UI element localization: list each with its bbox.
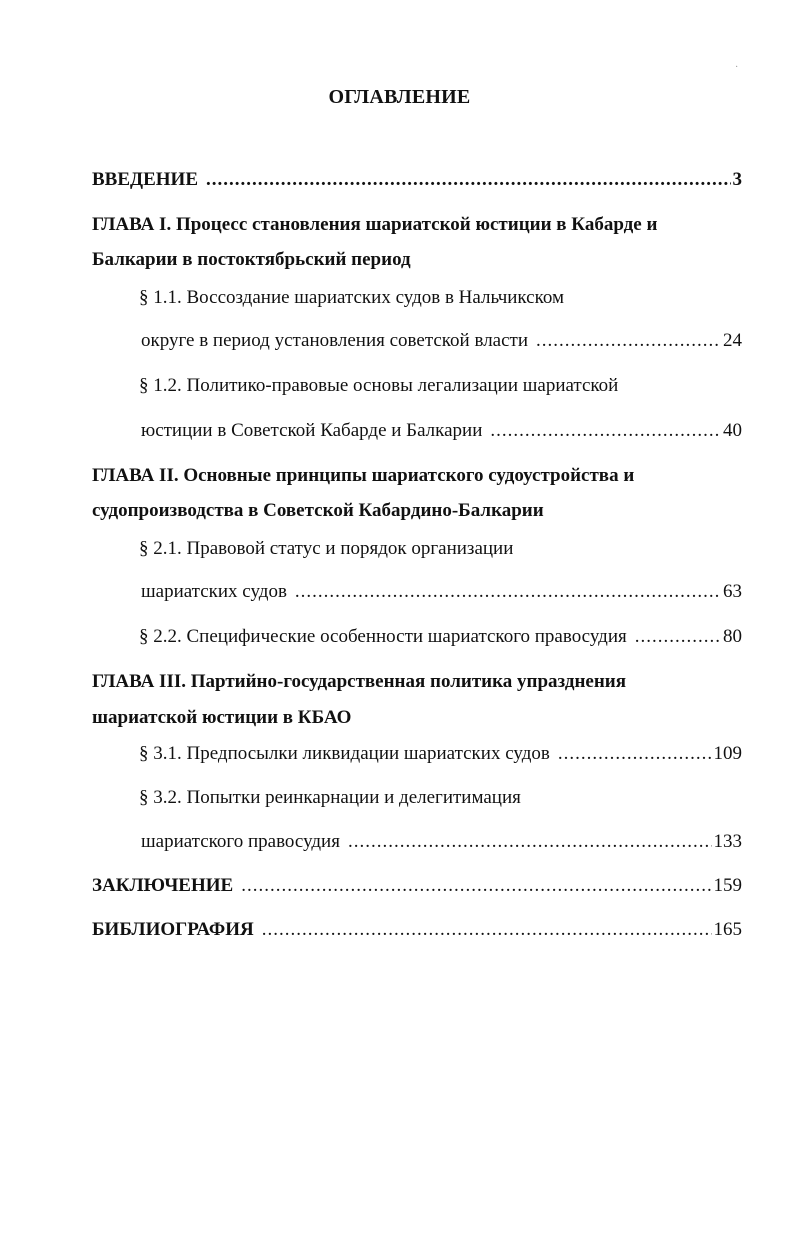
toc-page-number: 40 xyxy=(723,420,742,441)
toc-page-number: 133 xyxy=(713,831,742,852)
toc-entry-label: § 3.1. Предпосылки ликвидации шариатских судов xyxy=(139,743,550,764)
toc-entry-label: юстиции в Советской Кабарде и Балкарии xyxy=(141,420,483,441)
toc-entry-section-2-2[interactable] xyxy=(139,625,742,649)
section-1-1-line-1[interactable]: § 1.1. Воссоздание шариатских судов в Нальчикском xyxy=(139,287,565,308)
toc-entry-intro[interactable] xyxy=(92,168,742,192)
toc-entry-label: шариатского правосудия xyxy=(141,831,340,852)
toc-page-number: 3 xyxy=(732,169,742,190)
toc-entry-conclusion[interactable] xyxy=(92,874,742,898)
toc-entry-bibliography[interactable] xyxy=(92,918,742,942)
chapter-1-title-line-2[interactable]: Балкарии в постоктябрьский период xyxy=(92,249,411,270)
dot-leader xyxy=(241,874,711,898)
section-2-1-line-1[interactable]: § 2.1. Правовой статус и порядок организации xyxy=(139,538,514,559)
toc-entry-section-3-2[interactable] xyxy=(141,830,742,854)
dot-leader xyxy=(536,329,721,353)
dot-leader xyxy=(490,419,721,443)
scan-mark: · xyxy=(735,62,739,73)
chapter-2-title-line-1[interactable]: ГЛАВА II. Основные принципы шариатского судоустройства и xyxy=(92,465,635,486)
toc-page-number: 80 xyxy=(723,626,742,647)
chapter-1-title-line-1[interactable]: ГЛАВА I. Процесс становления шариатской юстиции в Кабарде и xyxy=(92,214,658,235)
dot-leader xyxy=(295,580,721,604)
toc-entry-section-2-1[interactable] xyxy=(141,580,742,604)
chapter-2-title-line-2[interactable]: судопроизводства в Советской Кабардино-Балкарии xyxy=(92,500,544,521)
dot-leader xyxy=(206,168,731,192)
toc-page-number: 159 xyxy=(713,875,742,896)
page-title: ОГЛАВЛЕНИЕ xyxy=(328,86,471,108)
toc-entry-label: округе в период установления советской власти xyxy=(141,330,529,351)
toc-entry-label: шариатских судов xyxy=(141,581,287,602)
section-3-2-line-1[interactable]: § 3.2. Попытки реинкарнации и делегитимация xyxy=(139,787,521,808)
chapter-3-title-line-2[interactable]: шариатской юстиции в КБАО xyxy=(92,707,352,728)
toc-entry-section-1-1[interactable] xyxy=(141,329,742,353)
chapter-3-title-line-1[interactable]: ГЛАВА III. Партийно-государственная политика упразднения xyxy=(92,671,626,692)
dot-leader xyxy=(262,918,712,942)
toc-page-number: 165 xyxy=(713,919,742,940)
toc-entry-section-1-2[interactable] xyxy=(141,419,742,443)
dot-leader xyxy=(558,742,712,766)
dot-leader xyxy=(635,625,721,649)
toc-entry-label: § 2.2. Специфические особенности шариатского правосудия xyxy=(139,626,627,647)
toc-entry-label: ЗАКЛЮЧЕНИЕ xyxy=(92,875,234,896)
section-1-2-line-1[interactable]: § 1.2. Политико-правовые основы легализации шариатской xyxy=(139,375,619,396)
toc-entry-section-3-1[interactable] xyxy=(139,742,742,766)
toc-page-number: 63 xyxy=(723,581,742,602)
toc-entry-label: ВВЕДЕНИЕ xyxy=(92,169,198,190)
dot-leader xyxy=(348,830,712,854)
toc-page-number: 24 xyxy=(723,330,742,351)
toc-page-number: 109 xyxy=(713,743,742,764)
toc-entry-label: БИБЛИОГРАФИЯ xyxy=(92,919,254,940)
